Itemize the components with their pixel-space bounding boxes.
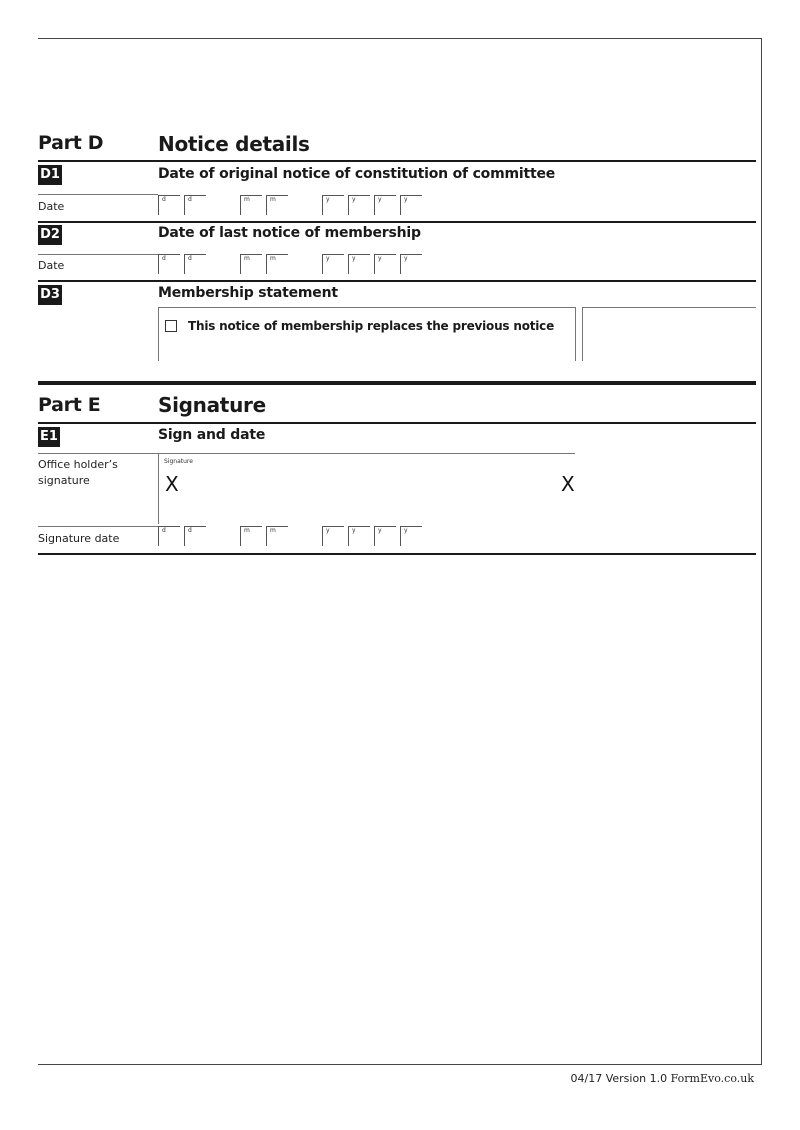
e1-date-rule — [38, 526, 158, 527]
d3-title: Membership statement — [158, 285, 338, 301]
date-digit-box[interactable]: y — [322, 526, 344, 546]
d1-bottom-rule — [38, 221, 756, 223]
d1-date-field[interactable] — [158, 195, 428, 217]
date-digit-box[interactable]: d — [184, 254, 206, 274]
d3-box-top — [158, 307, 576, 308]
footer-brand: FormEvo.co.uk — [670, 1072, 754, 1085]
d3-box-right — [575, 307, 576, 361]
date-digit-box[interactable]: m — [240, 195, 262, 215]
date-digit-box[interactable]: d — [184, 526, 206, 546]
signature-date-label: Signature date — [38, 532, 120, 545]
replaces-previous-notice-checkbox[interactable] — [165, 320, 177, 332]
signature-cross-right: X — [561, 472, 575, 496]
date-digit-box[interactable]: y — [348, 254, 370, 274]
d1-title: Date of original notice of constitution of committee — [158, 166, 556, 182]
d1-rule — [38, 194, 158, 195]
d1-date-label: Date — [38, 200, 65, 213]
date-digit-box[interactable]: y — [400, 526, 422, 546]
d2-rule — [38, 254, 158, 255]
date-digit-box[interactable]: d — [158, 254, 180, 274]
date-digit-box[interactable]: y — [374, 195, 396, 215]
date-digit-box[interactable]: y — [322, 195, 344, 215]
part-d-title: Notice details — [158, 132, 310, 156]
date-digit-box[interactable]: m — [240, 254, 262, 274]
e1-badge: E1 — [38, 427, 60, 447]
top-rule — [38, 38, 762, 39]
d1-badge: D1 — [38, 165, 62, 185]
d3-badge: D3 — [38, 285, 62, 305]
date-digit-box[interactable]: y — [348, 195, 370, 215]
date-digit-box[interactable]: y — [374, 526, 396, 546]
replaces-previous-notice-label: This notice of membership replaces the previous notice — [188, 319, 555, 333]
date-digit-box[interactable]: m — [266, 195, 288, 215]
date-digit-box[interactable]: m — [266, 254, 288, 274]
part-e-top-rule — [38, 381, 756, 385]
date-digit-box[interactable]: y — [400, 195, 422, 215]
footer-version: 04/17 Version 1.0 — [570, 1072, 668, 1085]
d2-bottom-rule — [38, 280, 756, 282]
d2-title: Date of last notice of membership — [158, 225, 421, 241]
part-e-rule — [38, 422, 756, 424]
date-digit-box[interactable]: d — [158, 526, 180, 546]
d2-badge: D2 — [38, 225, 62, 245]
date-digit-box[interactable]: d — [184, 195, 206, 215]
signature-caption: Signature — [164, 458, 193, 465]
e1-title: Sign and date — [158, 427, 266, 443]
signature-field[interactable] — [158, 454, 576, 524]
part-e-label: Part E — [38, 394, 101, 416]
date-digit-box[interactable]: y — [374, 254, 396, 274]
signature-date-field[interactable] — [158, 526, 428, 548]
date-digit-box[interactable]: y — [348, 526, 370, 546]
d2-date-field[interactable] — [158, 254, 428, 276]
part-e-title: Signature — [158, 393, 266, 417]
date-digit-box[interactable]: y — [400, 254, 422, 274]
signature-cross-left: X — [165, 472, 179, 496]
date-digit-box[interactable]: y — [322, 254, 344, 274]
part-d-rule — [38, 160, 756, 162]
right-edge-rule — [761, 38, 762, 1064]
d3-side-box-top — [582, 307, 756, 308]
d3-box-left — [158, 307, 159, 361]
date-digit-box[interactable]: d — [158, 195, 180, 215]
office-holder-signature-label: Office holder’s signature — [38, 458, 118, 487]
footer — [571, 1072, 755, 1085]
part-d-label: Part D — [38, 132, 104, 154]
d2-date-label: Date — [38, 259, 65, 272]
date-digit-box[interactable]: m — [266, 526, 288, 546]
part-e-bottom-rule — [38, 553, 756, 555]
d3-side-box-left — [582, 307, 583, 361]
date-digit-box[interactable]: m — [240, 526, 262, 546]
bottom-rule — [38, 1064, 762, 1065]
